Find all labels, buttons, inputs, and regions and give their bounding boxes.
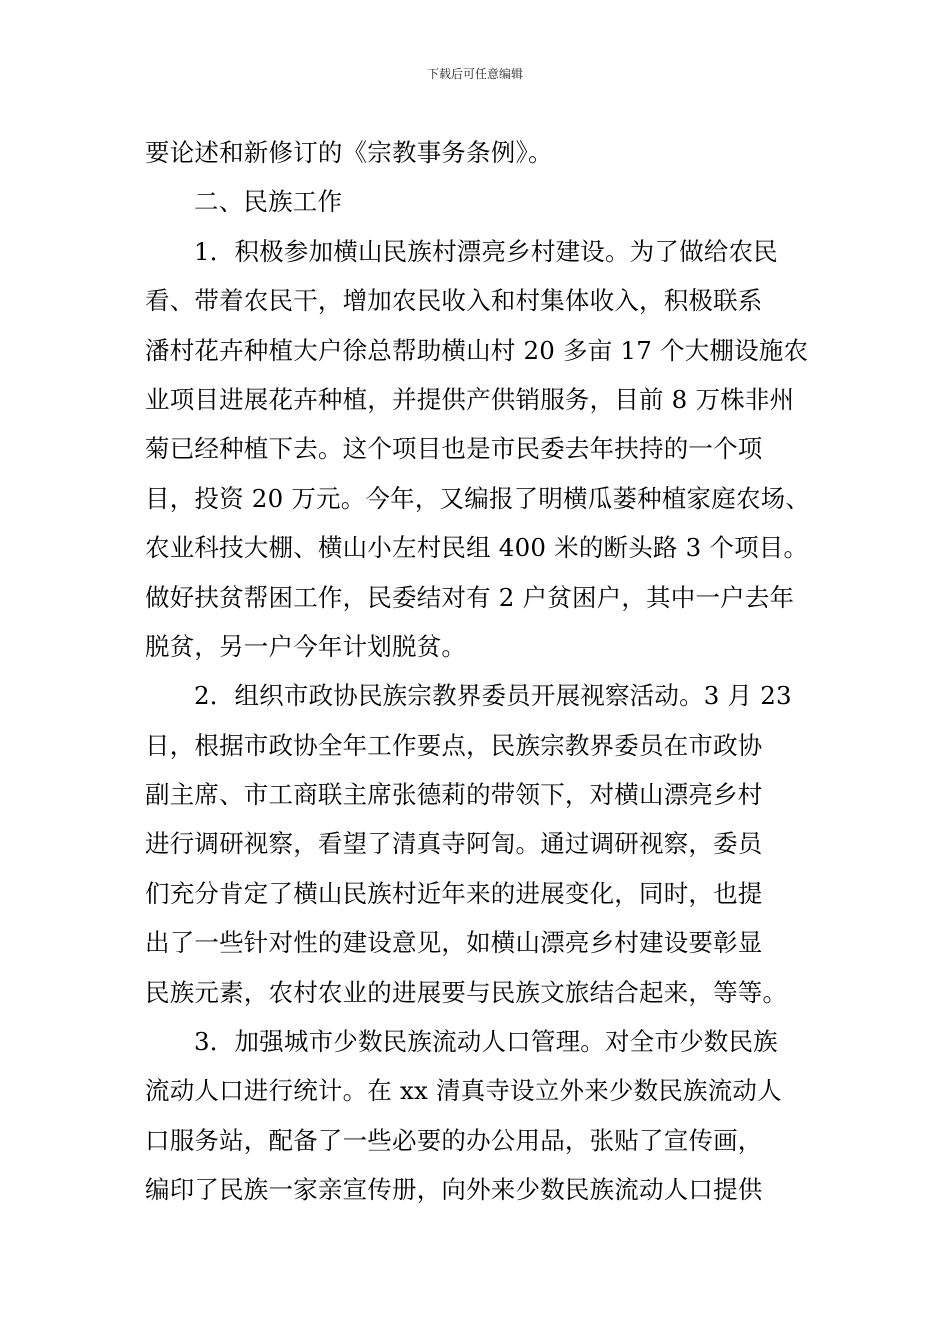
text-line: 副主席、市工商联主席张德莉的带领下，对横山漂亮乡村 [145,780,763,810]
text-line: 出了一些针对性的建设意见，如横山漂亮乡村建设要彰显 [145,928,763,958]
text-line: 民族元素，农村农业的进展要与民族文旅结合起来，等等。 [145,977,788,1007]
text-line: 看、带着农民干，增加农民收入和村集体收入，积极联系 [145,286,763,316]
text-line: 编印了民族一家亲宣传册，向外来少数民族流动人口提供 [145,1175,763,1205]
text-line: 目，投资 20 万元。今年，又编报了明横瓜蒌种植家庭农场、 [145,483,811,513]
text-line: 们充分肯定了横山民族村近年来的进展变化，同时，也提 [145,878,763,908]
text-line: 潘村花卉种植大户徐总帮助横山村 20 多亩 17 个大棚设施农 [145,335,809,365]
text-line: 菊已经种植下去。这个项目也是市民委去年扶持的一个项 [145,434,763,464]
text-line: 进行调研视察，看望了清真寺阿訇。通过调研视察，委员 [145,829,763,859]
text-line: 要论述和新修订的《宗教事务条例》。 [145,138,553,167]
text-line: 日，根据市政协全年工作要点，民族宗教界委员在市政协 [145,730,763,760]
text-line: 脱贫，另一户今年计划脱贫。 [145,631,467,661]
paragraph-2-start: 2．组织市政协民族宗教界委员开展视察活动。3 月 23 [194,681,792,711]
text-line: 口服务站，配备了一些必要的办公用品，张贴了宣传画， [145,1125,763,1155]
text-line: 做好扶贫帮困工作，民委结对有 2 户贫困户，其中一户去年 [145,582,795,612]
text-line: 流动人口进行统计。在 xx 清真寺设立外来少数民族流动人 [145,1076,782,1106]
paragraph-3-start: 3．加强城市少数民族流动人口管理。对全市少数民族 [194,1027,778,1057]
paragraph-1-start: 1．积极参加横山民族村漂亮乡村建设。为了做给农民 [194,236,778,266]
text-line: 农业科技大棚、横山小左村民组 400 米的断头路 3 个项目。 [145,533,809,563]
section-heading: 二、民族工作 [194,187,343,217]
page-header: 下载后可任意编辑 [426,67,523,81]
text-line: 业项目进展花卉种植，并提供产供销服务，目前 8 万株非州 [145,384,795,414]
document-body [145,128,815,1215]
